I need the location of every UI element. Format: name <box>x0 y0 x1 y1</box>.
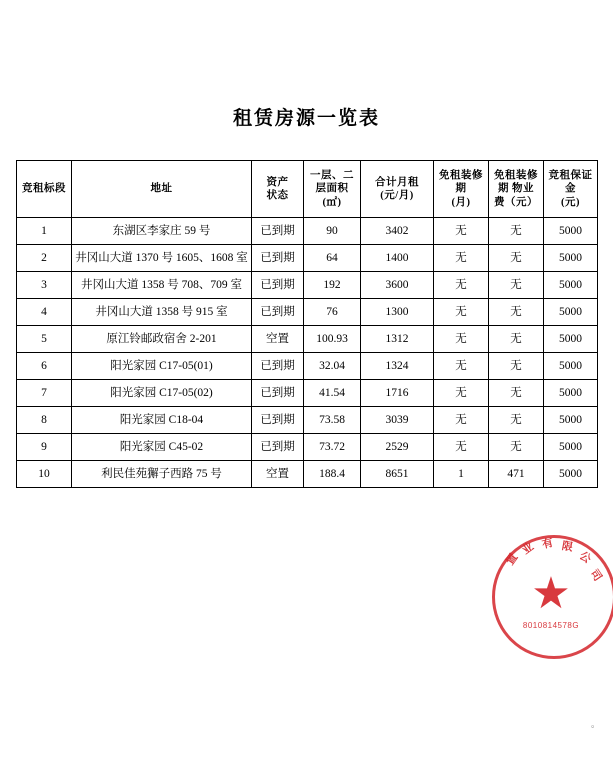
seal-code: 8010814578G <box>522 621 580 630</box>
cell-area: 64 <box>304 245 361 272</box>
cell-asset-status: 已到期 <box>252 272 304 299</box>
column-header-free-period-management-fee-line1: 免租装修 <box>494 170 538 182</box>
cell-monthly-rent: 2529 <box>361 434 434 461</box>
column-header-deposit-line3: (元) <box>561 196 580 208</box>
seal-char-4: 限 <box>560 540 574 554</box>
cell-monthly-rent: 1300 <box>361 299 434 326</box>
cell-free-renovation-period: 1 <box>434 461 489 488</box>
cell-address: 井冈山大道 1358 号 915 室 <box>72 299 252 326</box>
cell-free-renovation-period: 无 <box>434 353 489 380</box>
column-header-free-period-management-fee-line2: 期 物业 <box>497 183 535 195</box>
cell-free-period-management-fee: 无 <box>489 272 544 299</box>
cell-free-renovation-period: 无 <box>434 380 489 407</box>
cell-address: 井冈山大道 1370 号 1605、1608 室 <box>72 245 252 272</box>
cell-address: 阳光家园 C17-05(02) <box>72 380 252 407</box>
listing-table-container <box>16 160 597 488</box>
table-header <box>17 161 598 218</box>
cell-deposit: 5000 <box>544 461 598 488</box>
table-row <box>17 326 598 353</box>
table-row <box>17 272 598 299</box>
cell-asset-status: 已到期 <box>252 245 304 272</box>
cell-deposit: 5000 <box>544 299 598 326</box>
cell-asset-status: 已到期 <box>252 299 304 326</box>
listing-table <box>16 160 598 488</box>
cell-free-period-management-fee: 无 <box>489 434 544 461</box>
cell-deposit: 5000 <box>544 380 598 407</box>
cell-monthly-rent: 1324 <box>361 353 434 380</box>
cell-free-renovation-period: 无 <box>434 434 489 461</box>
cell-free-renovation-period: 无 <box>434 218 489 245</box>
cell-asset-status: 已到期 <box>252 434 304 461</box>
cell-free-period-management-fee: 无 <box>489 353 544 380</box>
column-header-bid-section-line1: 竞租标段 <box>22 183 66 195</box>
cell-free-renovation-period: 无 <box>434 407 489 434</box>
cell-area: 32.04 <box>304 353 361 380</box>
cell-free-period-management-fee: 无 <box>489 245 544 272</box>
column-header-asset-status <box>252 161 304 218</box>
cell-bid-section: 8 <box>17 407 72 434</box>
table-header-row <box>17 161 598 218</box>
cell-area: 73.72 <box>304 434 361 461</box>
cell-area: 100.93 <box>304 326 361 353</box>
column-header-deposit-line2: 金 <box>565 183 576 195</box>
seal-char-5: 公 <box>577 549 593 566</box>
cell-address: 东湖区李家庄 59 号 <box>72 218 252 245</box>
seal-star-icon: ★ <box>531 569 571 618</box>
cell-free-renovation-period: 无 <box>434 326 489 353</box>
column-header-deposit <box>544 161 598 218</box>
seal-char-1: 置 <box>504 551 521 568</box>
column-header-area-line3: (㎡) <box>322 196 342 208</box>
column-header-asset-status-line1: 资产 <box>266 176 289 188</box>
seal-char-2: 业 <box>520 540 537 557</box>
column-header-area-line1: 一层、二 <box>310 170 354 182</box>
cell-asset-status: 已到期 <box>252 218 304 245</box>
cell-deposit: 5000 <box>544 218 598 245</box>
seal-char-3: 有 <box>540 536 555 552</box>
cell-bid-section: 3 <box>17 272 72 299</box>
table-row <box>17 461 598 488</box>
cell-asset-status: 已到期 <box>252 407 304 434</box>
column-header-free-period-management-fee <box>489 161 544 218</box>
cell-deposit: 5000 <box>544 326 598 353</box>
cell-free-renovation-period: 无 <box>434 245 489 272</box>
cell-address: 阳光家园 C45-02 <box>72 434 252 461</box>
cell-free-renovation-period: 无 <box>434 272 489 299</box>
cell-free-period-management-fee: 无 <box>489 218 544 245</box>
column-header-bid-section <box>17 161 72 218</box>
column-header-deposit-line1: 竞租保证 <box>548 170 593 182</box>
column-header-free-period-management-fee-line3: 费（元） <box>494 196 538 208</box>
cell-bid-section: 5 <box>17 326 72 353</box>
cell-monthly-rent: 1400 <box>361 245 434 272</box>
cell-free-period-management-fee: 无 <box>489 380 544 407</box>
table-row <box>17 434 598 461</box>
cell-monthly-rent: 3039 <box>361 407 434 434</box>
cell-address: 阳光家园 C17-05(01) <box>72 353 252 380</box>
cell-address: 原江铃邮政宿舍 2-201 <box>72 326 252 353</box>
cell-free-period-management-fee: 无 <box>489 407 544 434</box>
seal-ring <box>492 535 613 659</box>
cell-deposit: 5000 <box>544 245 598 272</box>
cell-free-period-management-fee: 无 <box>489 326 544 353</box>
cell-area: 90 <box>304 218 361 245</box>
cell-asset-status: 已到期 <box>252 380 304 407</box>
company-seal-stamp <box>492 535 613 665</box>
cell-free-period-management-fee: 471 <box>489 461 544 488</box>
cell-bid-section: 4 <box>17 299 72 326</box>
cell-deposit: 5000 <box>544 272 598 299</box>
column-header-area-line2: 层面积 <box>315 183 349 195</box>
cell-monthly-rent: 3402 <box>361 218 434 245</box>
table-body <box>17 218 598 488</box>
cell-area: 76 <box>304 299 361 326</box>
column-header-address-line1: 地址 <box>150 183 173 195</box>
table-row <box>17 353 598 380</box>
column-header-address <box>72 161 252 218</box>
page-title: 租赁房源一览表 <box>232 108 380 129</box>
cell-asset-status: 已到期 <box>252 353 304 380</box>
cell-bid-section: 10 <box>17 461 72 488</box>
table-row <box>17 407 598 434</box>
cell-monthly-rent: 1716 <box>361 380 434 407</box>
cell-bid-section: 2 <box>17 245 72 272</box>
cell-deposit: 5000 <box>544 434 598 461</box>
cell-deposit: 5000 <box>544 353 598 380</box>
cell-bid-section: 6 <box>17 353 72 380</box>
cell-monthly-rent: 3600 <box>361 272 434 299</box>
column-header-free-renovation-period-line1: 免租装修期 <box>439 170 483 195</box>
table-row <box>17 218 598 245</box>
cell-area: 192 <box>304 272 361 299</box>
column-header-free-renovation-period <box>434 161 489 218</box>
cell-free-period-management-fee: 无 <box>489 299 544 326</box>
cell-free-renovation-period: 无 <box>434 299 489 326</box>
column-header-asset-status-line2: 状态 <box>266 190 289 201</box>
cell-area: 188.4 <box>304 461 361 488</box>
table-row <box>17 299 598 326</box>
table-row <box>17 380 598 407</box>
cell-bid-section: 7 <box>17 380 72 407</box>
seal-char-6: 司 <box>587 567 604 584</box>
cell-monthly-rent: 8651 <box>361 461 434 488</box>
cell-address: 井冈山大道 1358 号 708、709 室 <box>72 272 252 299</box>
cell-address: 利民佳苑獬子西路 75 号 <box>72 461 252 488</box>
column-header-free-renovation-period-line2: (月) <box>451 196 471 208</box>
cell-area: 73.58 <box>304 407 361 434</box>
page-marker: 。 <box>591 719 601 729</box>
cell-monthly-rent: 1312 <box>361 326 434 353</box>
cell-bid-section: 9 <box>17 434 72 461</box>
cell-address: 阳光家园 C18-04 <box>72 407 252 434</box>
cell-area: 41.54 <box>304 380 361 407</box>
seal-arc-text <box>492 535 610 653</box>
column-header-monthly-rent-line2: (元/月) <box>380 190 414 201</box>
cell-deposit: 5000 <box>544 407 598 434</box>
cell-bid-section: 1 <box>17 218 72 245</box>
column-header-area <box>304 161 361 218</box>
cell-asset-status: 空置 <box>252 461 304 488</box>
column-header-monthly-rent <box>361 161 434 218</box>
column-header-monthly-rent-line1: 合计月租 <box>375 176 419 188</box>
table-row <box>17 245 598 272</box>
cell-asset-status: 空置 <box>252 326 304 353</box>
